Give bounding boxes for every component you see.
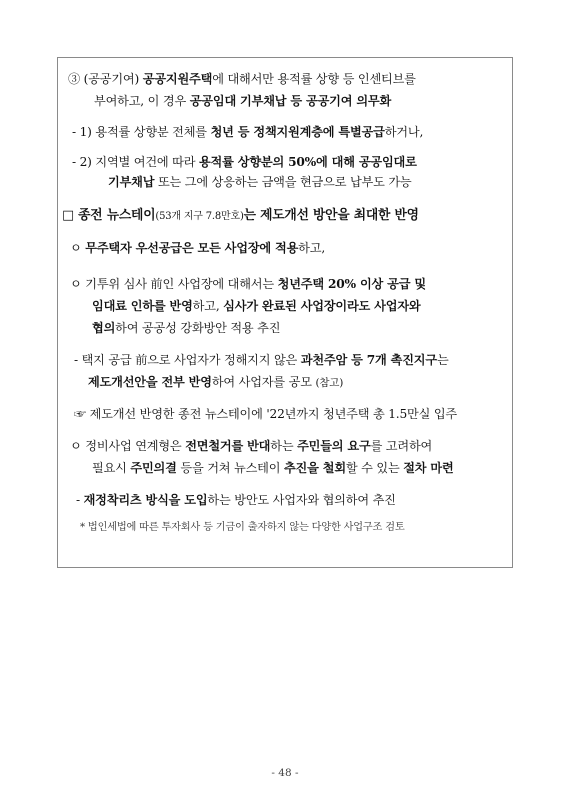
text: 또는 그에 상응하는 금액을 현금으로 납부도 가능 (154, 175, 412, 189)
dash-item-4 (76, 492, 396, 508)
text: 하고, (298, 241, 325, 255)
text: - 2) 지역별 여건에 따라 (72, 155, 199, 169)
small-text: (참고) (315, 377, 344, 389)
bullet-3b (92, 460, 454, 476)
text: 필요시 (92, 461, 131, 475)
section3-line1 (68, 71, 416, 87)
bold-text: 주민들의 요구 (297, 439, 371, 453)
bullet-3a (70, 438, 432, 454)
bold-text: 청년 등 정책지원계층에 특별공급 (210, 125, 385, 139)
text: - (76, 493, 84, 507)
bullet-2c (92, 320, 280, 336)
text: 부여하고, 이 경우 (94, 94, 190, 108)
text: ㅇ 기투위 심사 前인 사업장에 대해서는 (70, 277, 278, 291)
bullet-2a (70, 276, 426, 292)
text: 하여 사업자를 공모 (211, 375, 316, 389)
dash-item-3b (88, 374, 343, 391)
bold-text: 주민의결 (130, 461, 177, 475)
heading-note: (53개 지구 7.8만호) (155, 211, 244, 222)
section3-text: 에 대해서만 용적률 상향 등 인센티브를 (212, 72, 416, 86)
text: 하거나, (384, 125, 424, 139)
section-heading (62, 208, 419, 225)
pointer-note (74, 406, 457, 422)
text: 할 수 있는 (345, 461, 404, 475)
text: 하는 방안도 사업자와 협의하여 추진 (207, 493, 396, 507)
bold-text: 무주택자 우선공급은 모든 사업장에 적용 (85, 241, 299, 255)
bold-text: 제도개선안을 전부 반영 (88, 375, 212, 389)
bold-text: 절차 마련 (403, 461, 454, 475)
footnote: * 법인세법에 따른 투자회사 등 기금이 출자하지 않는 다양한 사업구조 검토 (80, 522, 405, 533)
bold-text: 청년주택 20% 이상 공급 및 (277, 277, 426, 291)
section3-bold: 공공지원주택 (142, 72, 213, 86)
text: 하고, (192, 299, 224, 313)
text: ㅇ 정비사업 연계형은 (70, 439, 186, 453)
heading-title: □ 종전 뉴스테이 (62, 208, 156, 223)
bold-text: 심사가 완료된 사업장이라도 사업자와 (223, 299, 421, 313)
dash-item-3a (74, 352, 449, 368)
bold-text: 기부채납 (108, 175, 155, 189)
bold-text: 용적률 상향분의 50%에 대해 공공임대로 (198, 155, 417, 169)
dash-item-2b (108, 174, 411, 190)
text: 하는 (270, 439, 298, 453)
bold-text: 추진을 철회 (283, 461, 346, 475)
page-number: - 48 - (271, 767, 299, 779)
bullet-marker: ㅇ (70, 241, 86, 255)
text: 하여 공공성 강화방안 적용 추진 (115, 321, 281, 335)
dash-item-1 (72, 124, 423, 140)
text: ☞ 제도개선 반영한 종전 뉴스테이에 '22년까지 청년주택 총 1.5만실 입주 (74, 407, 457, 421)
dash-item-2a (72, 154, 417, 170)
bullet-2b (92, 298, 420, 314)
bold-text: 임대료 인하를 반영 (92, 299, 193, 313)
text: 등을 거쳐 뉴스테이 (176, 461, 284, 475)
text: 는 (436, 353, 449, 367)
bold-text: 재정착리츠 방식을 도입 (83, 493, 208, 507)
text: - 1) 용적률 상향분 전체를 (72, 125, 211, 139)
section3-line2 (94, 93, 391, 109)
heading-rest: 는 제도개선 방안을 최대한 반영 (243, 208, 419, 223)
bullet-1 (70, 240, 325, 256)
section3-label: ③ (공공기여) (68, 72, 143, 86)
text: 를 고려하여 (370, 439, 433, 453)
bold-text: 과천주암 등 7개 촉진지구 (300, 353, 437, 367)
bold-text: 공공임대 기부채납 등 공공기여 의무화 (189, 94, 392, 108)
text: - 택지 공급 前으로 사업자가 정해지지 않은 (74, 353, 301, 367)
bold-text: 협의 (92, 321, 116, 335)
bold-text: 전면철거를 반대 (185, 439, 271, 453)
